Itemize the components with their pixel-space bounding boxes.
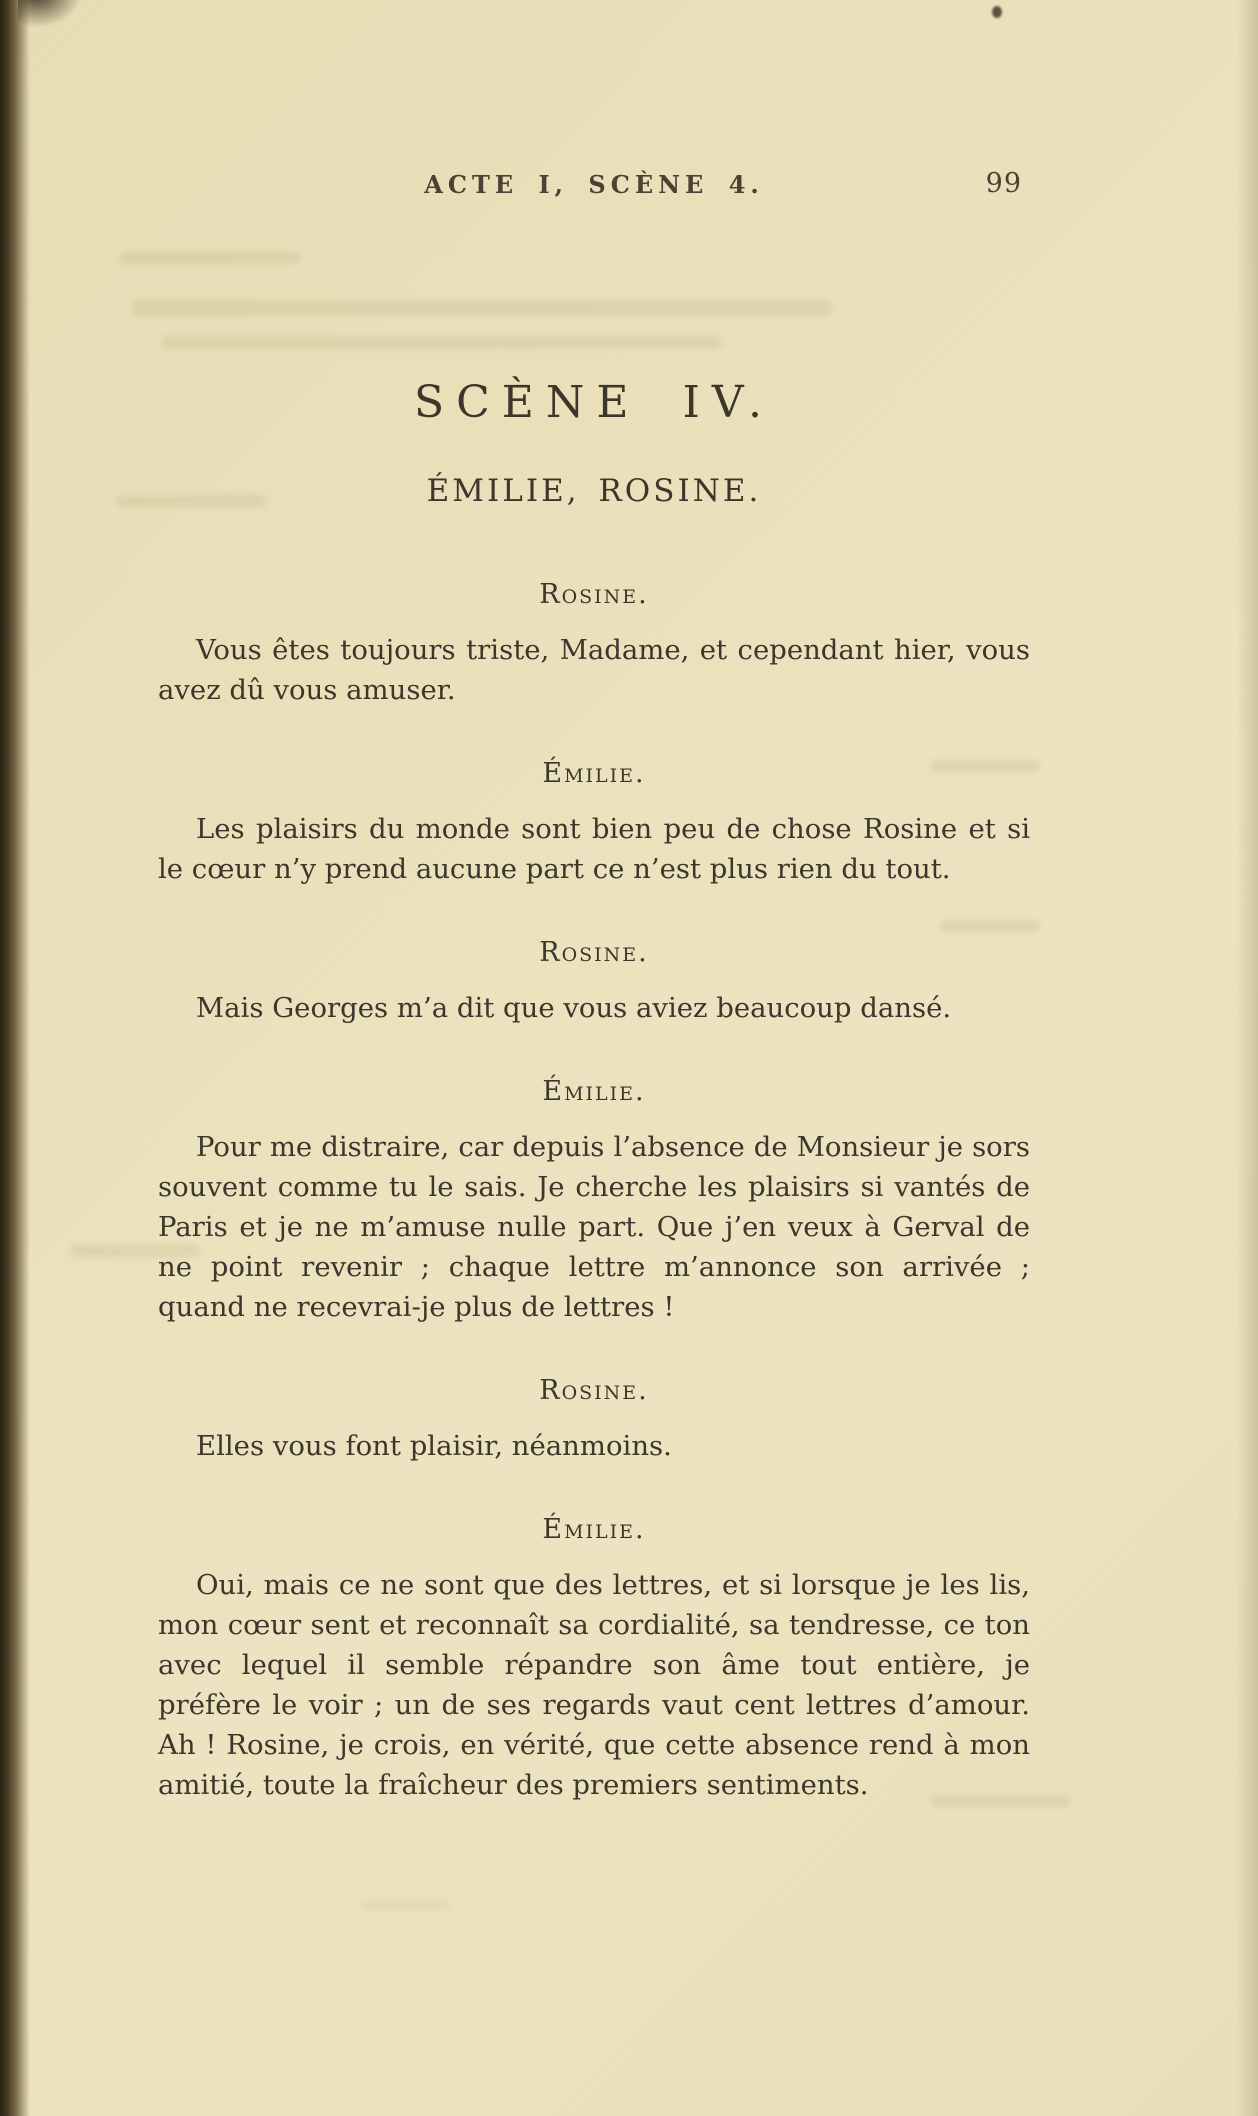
dialogue-paragraph: Oui, mais ce ne sont que des lettres, et si lorsque je les lis, mon cœur sent et reconnaît sa cordialité, sa tendresse, ce ton avec lequel il semble répandre son âme tout entière, je préfère le voir ; un de ses regards vaut cent lettres d’amour. Ah ! Rosine, je crois, en vérité, que cette absence rend à mon amitié, toute la fraîcheur des premiers sentiments.	[158, 1569, 1030, 1801]
speaker-name: Rosine.	[539, 579, 649, 610]
speaker-name: Rosine.	[539, 1375, 649, 1406]
scene-title: SCÈNE IV.	[414, 377, 774, 428]
speaker-name: Émilie.	[542, 1514, 646, 1545]
dialogue-paragraph: Mais Georges m’a dit que vous aviez beaucoup dansé.	[196, 992, 952, 1024]
page-header	[158, 0, 1030, 202]
dialogue-paragraph: Pour me distraire, car depuis l’absence de Monsieur je sors souvent comme tu le sais. Je cherche les plaisirs si vantés de Paris et je ne m’amuse nulle part. Que j’en veux à Gerval de ne point revenir ; chaque lettre m’annonce son arrivée ; quand ne recevrai-je plus de lettres !	[158, 1131, 1030, 1323]
page-edge-shade	[1236, 0, 1258, 2116]
speaker-name: Rosine.	[539, 937, 649, 968]
running-title: ACTE I, SCÈNE 4.	[424, 170, 764, 199]
dialogue-paragraph: Elles vous font plaisir, néanmoins.	[196, 1430, 672, 1462]
speaker-name: Émilie.	[542, 758, 646, 789]
scene-characters: ÉMILIE, ROSINE.	[426, 473, 762, 509]
dialogue-paragraph: Vous êtes toujours triste, Madame, et cependant hier, vous avez dû vous amuser.	[158, 634, 1030, 706]
bleedthrough-artifact	[360, 1900, 450, 1910]
dialogue-paragraph: Les plaisirs du monde sont bien peu de chose Rosine et si le cœur n’y prend aucune part ce n’est plus rien du tout.	[158, 813, 1030, 885]
page-number: 99	[985, 168, 1022, 199]
speaker-name: Émilie.	[542, 1076, 646, 1107]
binding-shadow	[0, 0, 30, 2116]
page-content	[158, 0, 1030, 1805]
